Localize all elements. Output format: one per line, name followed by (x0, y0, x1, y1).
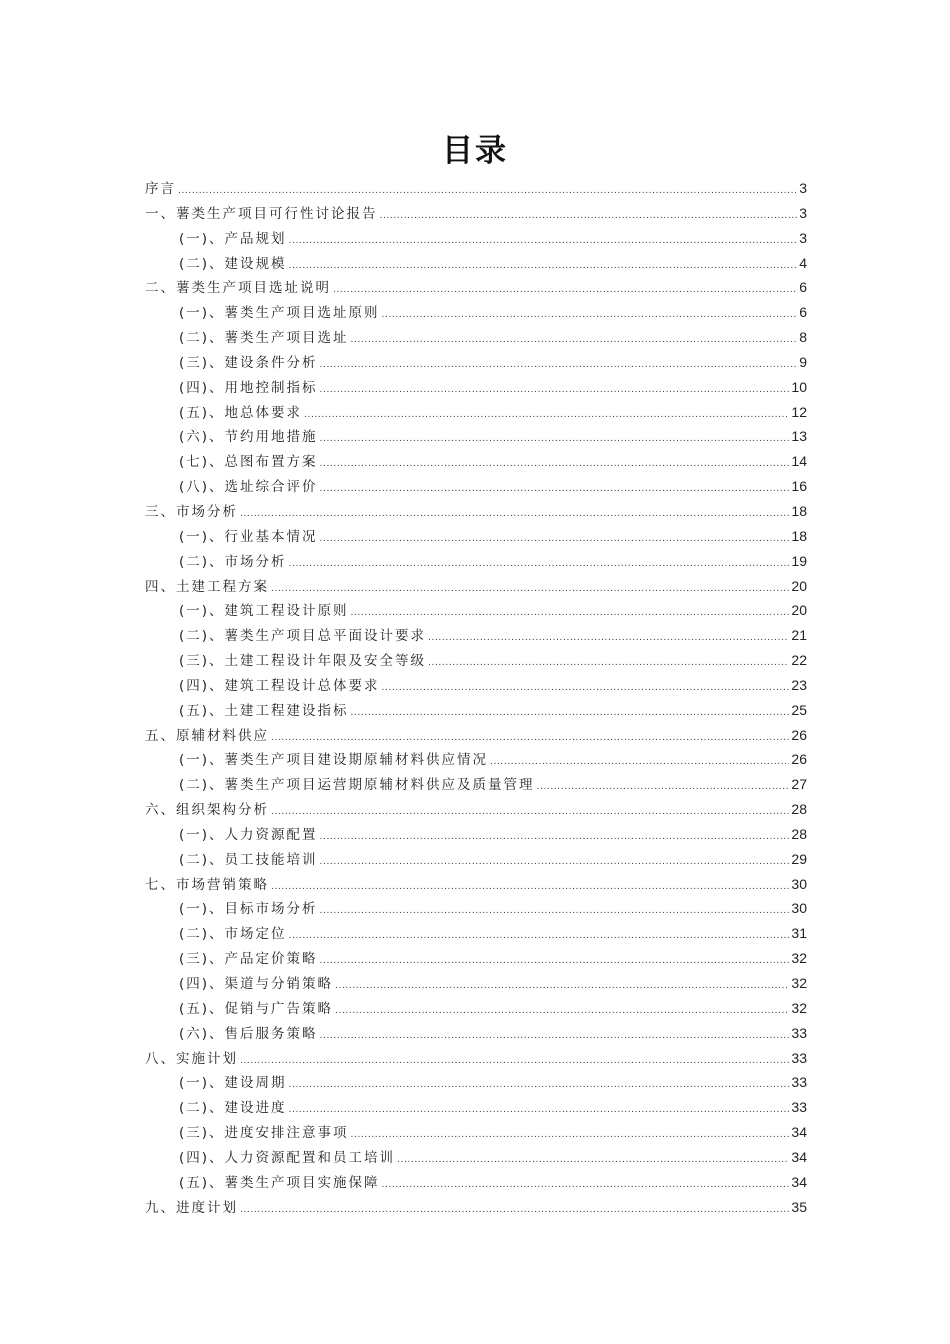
toc-entry-page-number: 29 (791, 850, 807, 867)
toc-entry[interactable] (145, 847, 807, 872)
toc-entry[interactable] (145, 971, 807, 996)
toc-entry-label: (三)、产品定价策略 (179, 951, 318, 968)
toc-entry-page-number: 25 (791, 701, 807, 718)
toc-entry-page-number: 33 (791, 1074, 807, 1091)
table-of-contents (145, 176, 807, 1219)
toc-entry[interactable] (145, 251, 807, 276)
toc-entry-page-number: 30 (791, 900, 807, 917)
toc-leader-dots (289, 229, 798, 254)
toc-entry-label: (六)、售后服务策略 (179, 1025, 318, 1042)
toc-entry[interactable] (145, 1145, 807, 1170)
toc-entry-label: (一)、人力资源配置 (179, 826, 318, 843)
toc-entry[interactable] (145, 623, 807, 648)
toc-entry-label: 四、土建工程方案 (145, 578, 269, 595)
toc-entry[interactable] (145, 921, 807, 946)
toc-entry-page-number: 26 (791, 751, 807, 768)
toc-entry[interactable] (145, 872, 807, 897)
toc-entry-page-number: 9 (799, 353, 807, 370)
toc-entry[interactable] (145, 474, 807, 499)
toc-entry-label: (四)、建筑工程设计总体要求 (179, 677, 380, 694)
toc-entry-label: (一)、建筑工程设计原则 (179, 603, 349, 620)
toc-entry-page-number: 3 (799, 180, 807, 196)
toc-entry[interactable] (145, 350, 807, 375)
toc-leader-dots (271, 577, 789, 602)
toc-entry-label: (二)、建设规模 (179, 255, 287, 272)
toc-entry-label: (二)、市场定位 (179, 926, 287, 943)
toc-entry[interactable] (145, 1095, 807, 1120)
toc-entry-page-number: 32 (791, 975, 807, 991)
toc-entry-label: (一)、产品规划 (179, 230, 287, 247)
toc-entry[interactable] (145, 698, 807, 723)
toc-entry-label: (四)、渠道与分销策略 (179, 976, 334, 992)
toc-entry[interactable] (145, 524, 807, 549)
toc-entry-label: (二)、建设进度 (179, 1100, 287, 1117)
toc-entry[interactable] (145, 1120, 807, 1145)
toc-entry[interactable] (145, 574, 807, 599)
toc-entry-page-number: 6 (799, 279, 807, 296)
toc-leader-dots (304, 403, 789, 428)
toc-entry-label: (五)、土建工程建设指标 (179, 702, 349, 719)
toc-entry-page-number: 10 (791, 378, 807, 395)
toc-entry-label: (三)、建设条件分析 (179, 354, 318, 371)
toc-entry-page-number: 23 (791, 676, 807, 693)
toc-entry-label: (二)、市场分析 (179, 553, 287, 570)
toc-entry-page-number: 20 (791, 602, 807, 619)
toc-entry[interactable] (145, 1021, 807, 1046)
toc-entry-label: 序言 (145, 181, 176, 197)
toc-leader-dots (428, 626, 789, 651)
toc-entry[interactable] (145, 1170, 807, 1195)
toc-entry[interactable] (145, 375, 807, 400)
toc-entry-label: 五、原辅材料供应 (145, 727, 269, 744)
toc-leader-dots (490, 750, 789, 775)
toc-entry-page-number: 31 (791, 925, 807, 942)
toc-entry-label: (三)、土建工程设计年限及安全等级 (179, 653, 427, 670)
page-title: 目录 (442, 133, 508, 169)
toc-leader-dots (335, 999, 789, 1024)
toc-entry-page-number: 34 (791, 1124, 807, 1141)
toc-entry-page-number: 19 (791, 552, 807, 569)
toc-entry-page-number: 18 (791, 502, 807, 519)
toc-leader-dots (271, 726, 789, 751)
toc-entry[interactable] (145, 424, 807, 449)
toc-leader-dots (289, 552, 790, 577)
toc-entry-label: (一)、行业基本情况 (179, 528, 318, 545)
toc-entry[interactable] (145, 400, 807, 425)
toc-entry-label: 三、市场分析 (145, 503, 238, 520)
toc-entry[interactable] (145, 226, 807, 251)
toc-entry-page-number: 33 (791, 1049, 807, 1066)
toc-leader-dots (320, 850, 790, 875)
toc-entry[interactable] (145, 499, 807, 524)
toc-entry[interactable] (145, 648, 807, 673)
toc-leader-dots (240, 1049, 789, 1074)
toc-entry-page-number: 6 (799, 304, 807, 321)
toc-leader-dots (351, 701, 790, 726)
toc-entry-page-number: 14 (791, 453, 807, 470)
toc-entry-page-number: 34 (791, 1173, 807, 1190)
toc-leader-dots (240, 1198, 789, 1223)
toc-entry-page-number: 33 (791, 1024, 807, 1041)
toc-entry-page-number: 32 (791, 950, 807, 967)
toc-entry-label: 一、薯类生产项目可行性讨论报告 (145, 205, 378, 222)
toc-leader-dots (351, 1123, 790, 1148)
toc-entry-label: (四)、用地控制指标 (179, 379, 318, 396)
toc-leader-dots (240, 502, 789, 527)
toc-entry-label: 七、市场营销策略 (145, 876, 269, 893)
toc-entry-page-number: 8 (799, 329, 807, 346)
toc-entry-page-number: 18 (791, 527, 807, 544)
toc-leader-dots (320, 427, 790, 452)
toc-entry[interactable] (145, 325, 807, 350)
toc-entry[interactable] (145, 1195, 807, 1220)
toc-leader-dots (380, 204, 798, 229)
toc-entry-label: (八)、选址综合评价 (179, 479, 318, 496)
toc-entry-label: (六)、节约用地措施 (179, 429, 318, 446)
toc-entry-page-number: 21 (791, 627, 807, 644)
toc-entry[interactable] (145, 797, 807, 822)
toc-entry-label: (五)、地总体要求 (179, 404, 303, 421)
toc-entry[interactable] (145, 1046, 807, 1071)
toc-leader-dots (289, 924, 790, 949)
toc-entry[interactable] (145, 747, 807, 772)
toc-entry-page-number: 34 (791, 1148, 807, 1165)
toc-entry-page-number: 22 (791, 652, 807, 669)
toc-entry-page-number: 13 (791, 428, 807, 445)
toc-leader-dots (351, 328, 798, 353)
toc-leader-dots (333, 278, 797, 303)
toc-entry-page-number: 28 (791, 801, 807, 818)
toc-entry[interactable] (145, 723, 807, 748)
toc-leader-dots (320, 825, 790, 850)
toc-entry[interactable] (145, 822, 807, 847)
toc-leader-dots (289, 1098, 790, 1123)
toc-leader-dots (271, 800, 789, 825)
toc-leader-dots (320, 378, 790, 403)
toc-entry-label: (七)、总图布置方案 (179, 454, 318, 471)
toc-leader-dots (178, 179, 797, 204)
toc-leader-dots (382, 303, 798, 328)
toc-leader-dots (428, 651, 789, 676)
toc-leader-dots (320, 949, 790, 974)
toc-leader-dots (335, 974, 789, 999)
toc-entry-page-number: 28 (791, 825, 807, 842)
toc-leader-dots (320, 527, 790, 552)
toc-entry-label: (五)、促销与广告策略 (179, 1000, 334, 1017)
toc-entry-label: (一)、目标市场分析 (179, 901, 318, 918)
toc-entry-page-number: 33 (791, 1099, 807, 1116)
toc-entry-label: (一)、薯类生产项目建设期原辅材料供应情况 (179, 752, 489, 769)
toc-leader-dots (320, 899, 790, 924)
toc-leader-dots (289, 1073, 790, 1098)
toc-entry[interactable] (145, 1070, 807, 1095)
toc-entry[interactable] (145, 673, 807, 698)
toc-entry[interactable] (145, 772, 807, 797)
toc-leader-dots (320, 353, 798, 378)
toc-entry-label: (一)、建设周期 (179, 1075, 287, 1092)
toc-entry-label: 八、实施计划 (145, 1050, 238, 1067)
toc-entry-page-number: 26 (791, 726, 807, 743)
toc-entry[interactable] (145, 201, 807, 226)
toc-entry-label: (二)、薯类生产项目选址 (179, 330, 349, 347)
toc-entry-label: (五)、薯类生产项目实施保障 (179, 1174, 380, 1191)
toc-entry[interactable] (145, 896, 807, 921)
toc-entry[interactable] (145, 996, 807, 1021)
toc-entry-page-number: 35 (791, 1198, 807, 1215)
toc-entry-label: 二、薯类生产项目选址说明 (145, 280, 331, 297)
toc-entry-page-number: 32 (791, 999, 807, 1016)
toc-entry[interactable] (145, 176, 807, 201)
toc-entry-page-number: 3 (799, 204, 807, 221)
toc-leader-dots (382, 1173, 790, 1198)
toc-entry[interactable] (145, 549, 807, 574)
toc-entry-page-number: 3 (799, 229, 807, 246)
toc-entry-label: (二)、薯类生产项目运营期原辅材料供应及质量管理 (179, 777, 535, 794)
toc-entry[interactable] (145, 300, 807, 325)
toc-entry[interactable] (145, 946, 807, 971)
toc-leader-dots (320, 452, 790, 477)
toc-leader-dots (271, 875, 789, 900)
toc-entry-label: (一)、薯类生产项目选址原则 (179, 305, 380, 322)
toc-leader-dots (320, 477, 790, 502)
toc-entry-page-number: 12 (791, 403, 807, 420)
toc-leader-dots (537, 775, 790, 800)
toc-entry-label: (三)、进度安排注意事项 (179, 1125, 349, 1142)
toc-entry[interactable] (145, 449, 807, 474)
toc-leader-dots (351, 601, 790, 626)
toc-entry-page-number: 20 (791, 577, 807, 594)
toc-leader-dots (397, 1148, 789, 1173)
toc-entry-page-number: 4 (799, 254, 807, 271)
toc-entry-page-number: 16 (791, 478, 807, 495)
toc-leader-dots (320, 1024, 790, 1049)
toc-leader-dots (289, 254, 798, 279)
toc-leader-dots (382, 676, 790, 701)
toc-entry[interactable] (145, 598, 807, 623)
toc-entry-page-number: 30 (791, 875, 807, 892)
toc-entry[interactable] (145, 275, 807, 300)
toc-entry-label: (二)、薯类生产项目总平面设计要求 (179, 628, 427, 645)
toc-entry-label: (四)、人力资源配置和员工培训 (179, 1149, 396, 1166)
toc-entry-label: 九、进度计划 (145, 1199, 238, 1216)
toc-entry-label: 六、组织架构分析 (145, 802, 269, 819)
toc-entry-label: (二)、员工技能培训 (179, 851, 318, 868)
toc-entry-page-number: 27 (791, 776, 807, 793)
